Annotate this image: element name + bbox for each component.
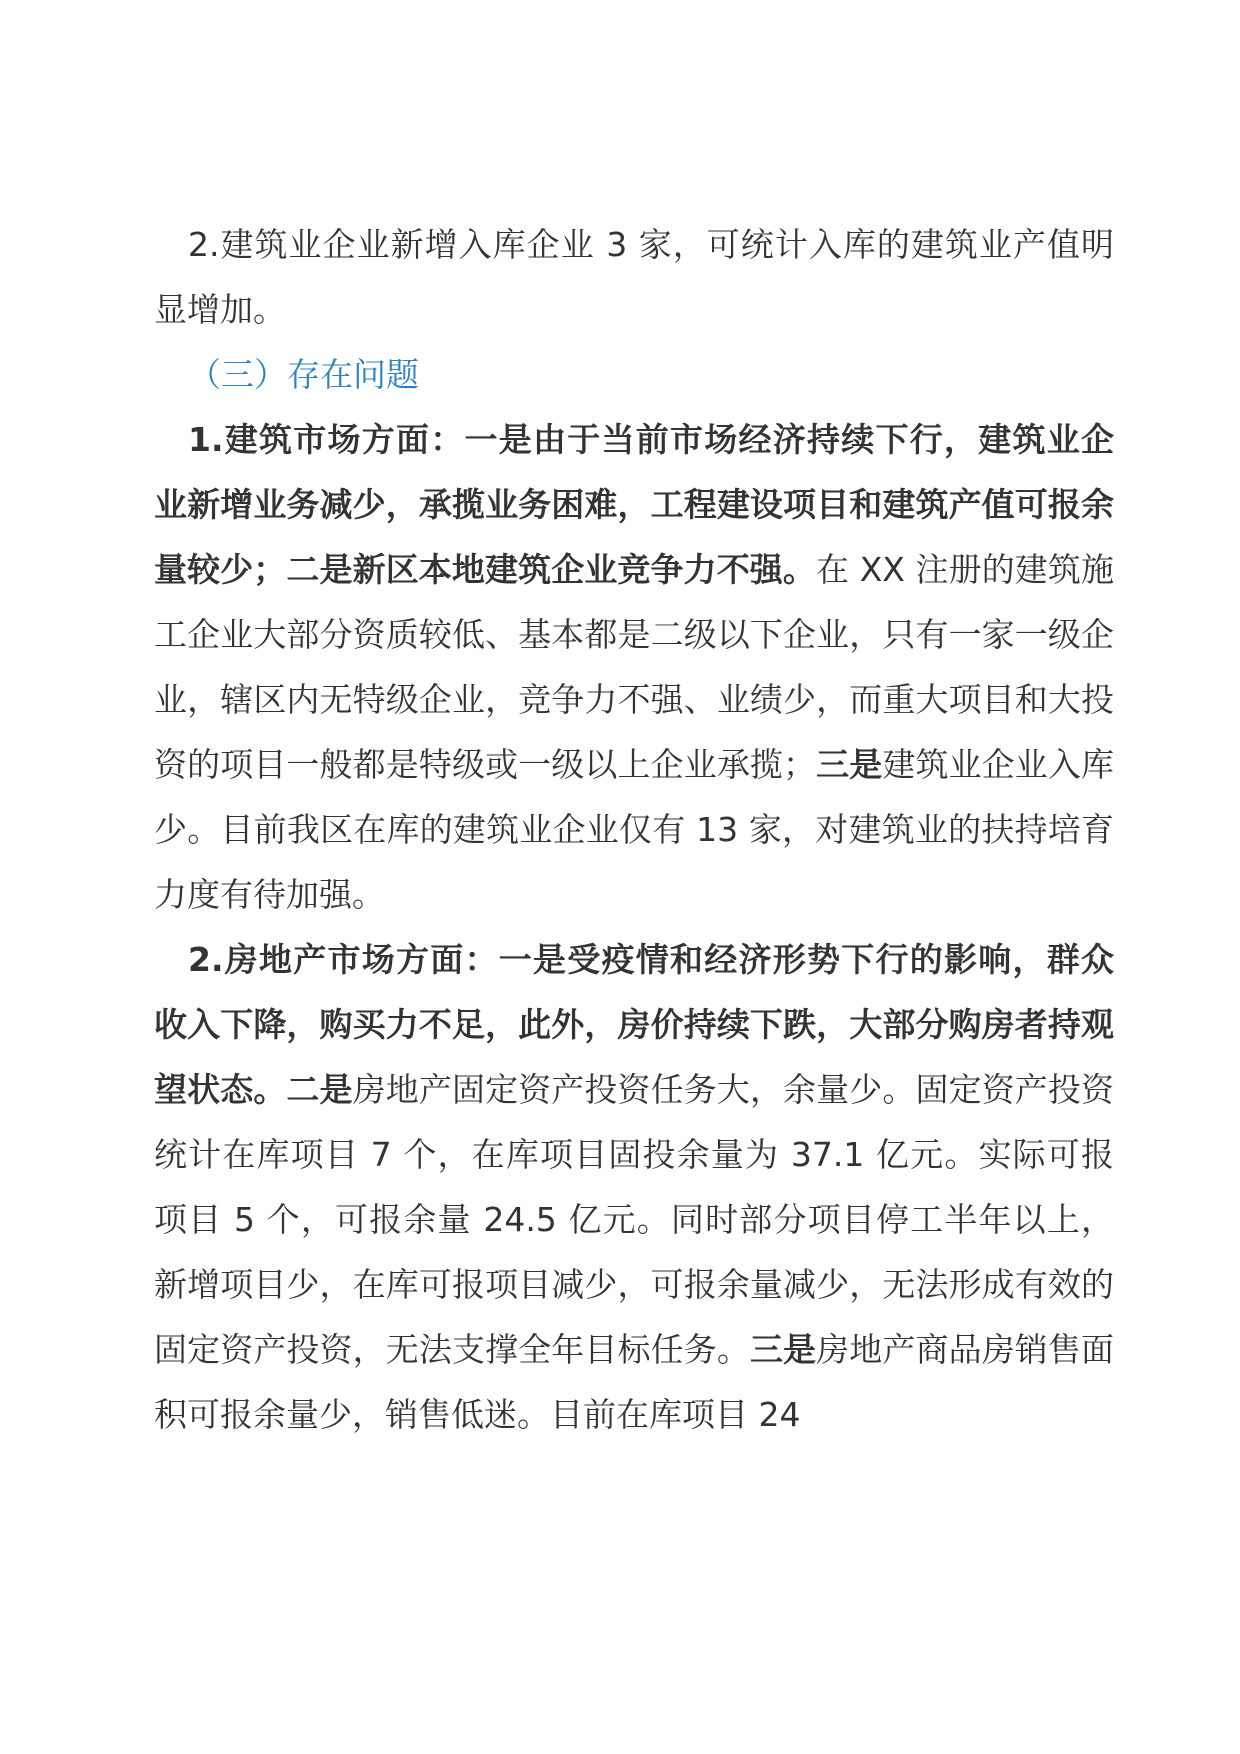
- document-body: [154, 212, 1114, 1447]
- bold-text: 三是: [749, 1330, 817, 1369]
- section-heading-existing-problems: [154, 342, 1114, 407]
- paragraph-construction-market: [154, 407, 1114, 927]
- body-text: 房地产商品房销售面积可报余量少，销售低迷。目前在库项目 24: [154, 1330, 1115, 1434]
- bold-text: 1.建筑市场方面：一是由于当前市场经济持续下行，建筑业企业新增业务减少，承揽业务困难，工程建设项目和建筑产值可报余量较少；二是新区本地建筑企业竞争力不强。: [154, 420, 1114, 589]
- heading-text: （三）存在问题: [188, 355, 419, 394]
- body-text: 在 XX 注册的建筑施工企业大部分资质较低、基本都是二级以下企业，只有一家一级企业，辖区内无特级企业，竞争力不强、业绩少，而重大项目和大投资的项目一般都是特级或一级以上企业承揽；: [154, 550, 1114, 784]
- body-text: 建筑业企业入库少。目前我区在库的建筑业企业仅有 13 家，对建筑业的扶持培育力度有待加强。: [154, 745, 1115, 914]
- paragraph-text: 2.建筑业企业新增入库企业 3 家，可统计入库的建筑业产值明显增加。: [154, 225, 1114, 329]
- bold-text: 三是: [816, 745, 883, 784]
- paragraph-real-estate-market: [154, 927, 1114, 1447]
- body-text: 房地产固定资产投资任务大，余量少。固定资产投资统计在库项目 7 个，在库项目固投余量为 37.1 亿元。实际可报项目 5 个，可报余量 24.5 亿元。同时部分项目停工半年以上，新增项目少，在库可报项目减少，可报余量减少，无法形成有效的固定资产投资，无法支撑全年目标任务。: [154, 1070, 1115, 1369]
- paragraph-construction-enterprises: [154, 212, 1114, 342]
- bold-text: 2.房地产市场方面：一是受疫情和经济形势下行的影响，群众收入下降，购买力不足，此外，房价持续下跌，大部分购房者持观望状态。二是: [154, 940, 1114, 1109]
